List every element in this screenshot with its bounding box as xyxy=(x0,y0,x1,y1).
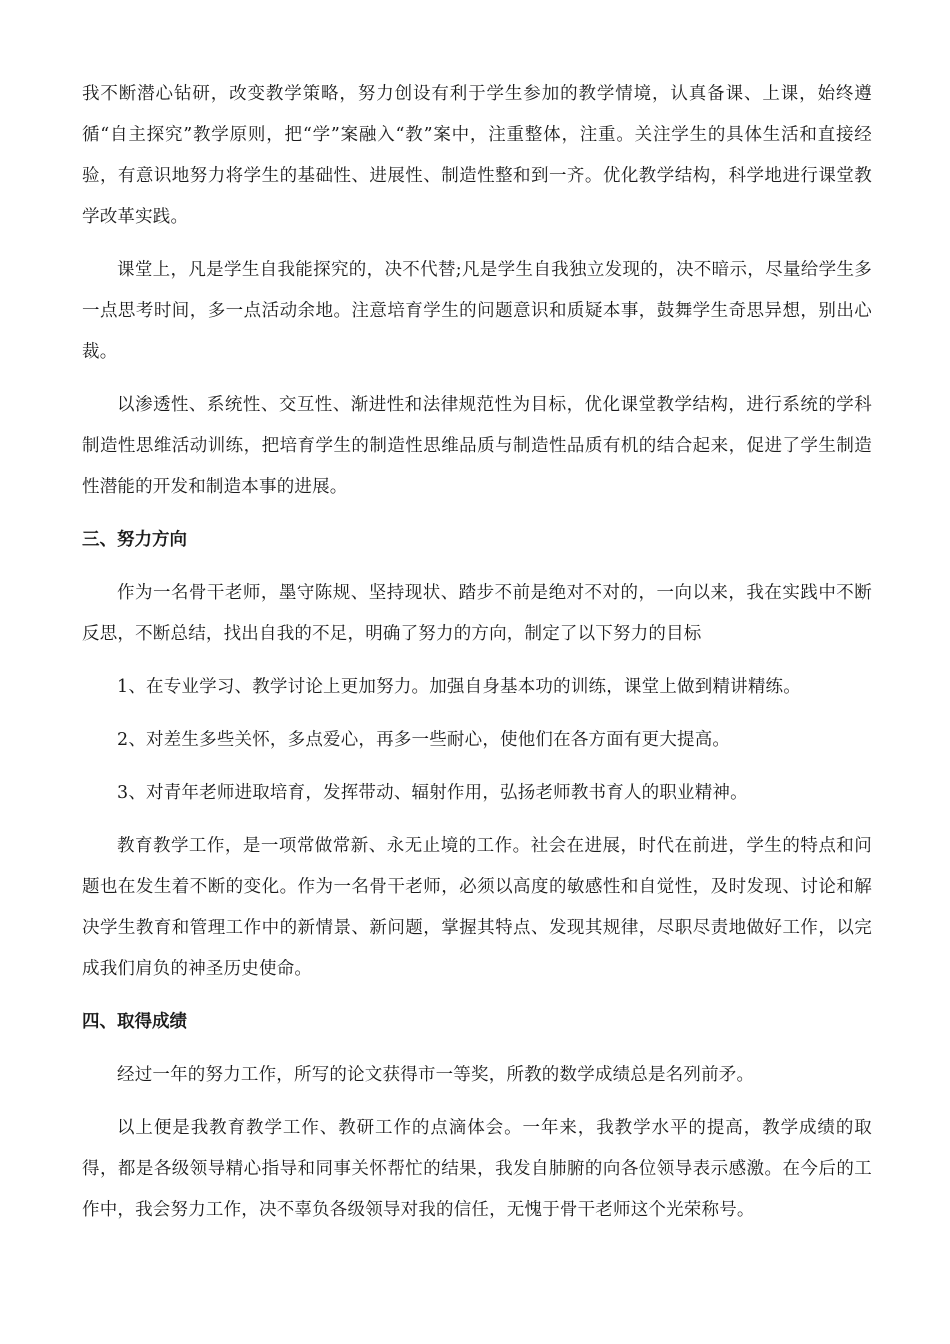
paragraph-classroom: 课堂上，凡是学生自我能探究的，决不代替;凡是学生自我独立发现的，决不暗示，尽量给学生多一点思考时间，多一点活动余地。注意培育学生的问题意识和质疑本事，鼓舞学生奇思异想，别出心裁。 xyxy=(82,260,872,362)
paragraph-direction: 作为一名骨干老师，墨守陈规、坚持现状、踏步不前是绝对不对的，一向以来，我在实践中不断反思，不断总结，找出自我的不足，明确了努力的方向，制定了以下努力的目标 xyxy=(82,583,872,644)
paragraph-conclusion: 以上便是我教育教学工作、教研工作的点滴体会。一年来，我教学水平的提高，教学成绩的取得，都是各级领导精心指导和同事关怀帮忙的结果，我发自肺腑的向各位领导表示感激。在今后的工作中，我会努力工作，决不辜负各级领导对我的信任，无愧于骨干老师这个光荣称号。 xyxy=(82,1118,872,1220)
paragraph-education-work: 教育教学工作，是一项常做常新、永无止境的工作。社会在进展，时代在前进，学生的特点和问题也在发生着不断的变化。作为一名骨干老师，必须以高度的敏感性和自觉性，及时发现、讨论和解决学生教育和管理工作中的新情景、新问题，掌握其特点、发现其规律，尽职尽责地做好工作，以完成我们肩负的神圣历史使命。 xyxy=(82,836,872,979)
document-page xyxy=(82,74,872,1243)
paragraph-achievements: 经过一年的努力工作，所写的论文获得市一等奖，所教的数学成绩总是名列前矛。 xyxy=(117,1065,755,1085)
list-item: 2、对差生多些关怀，多点爱心，再多一些耐心，使他们在各方面有更大提高。 xyxy=(117,730,731,750)
section-heading-achievements: 四、取得成绩 xyxy=(82,1012,187,1032)
paragraph-goals: 以渗透性、系统性、交互性、渐进性和法律规范性为目标，优化课堂教学结构，进行系统的学科制造性思维活动训练，把培育学生的制造性思维品质与制造性品质有机的结合起来，促进了学生制造性潜能的开发和制造本事的进展。 xyxy=(82,395,872,497)
paragraph-teaching-strategy: 我不断潜心钻研，改变教学策略，努力创设有利于学生参加的教学情境，认真备课、上课，始终遵循“自主探究”教学原则，把“学”案融入“教”案中，注重整体，注重。关注学生的具体生活和直接经验，有意识地努力将学生的基础性、进展性、制造性整和到一齐。优化教学结构，科学地进行课堂教学改革实践。 xyxy=(82,84,872,227)
list-item: 1、在专业学习、教学讨论上更加努力。加强自身基本功的训练，课堂上做到精讲精练。 xyxy=(117,677,801,697)
section-heading-direction: 三、努力方向 xyxy=(82,530,187,550)
list-item: 3、对青年老师进取培育，发挥带动、辐射作用，弘扬老师教书育人的职业精神。 xyxy=(117,783,748,803)
